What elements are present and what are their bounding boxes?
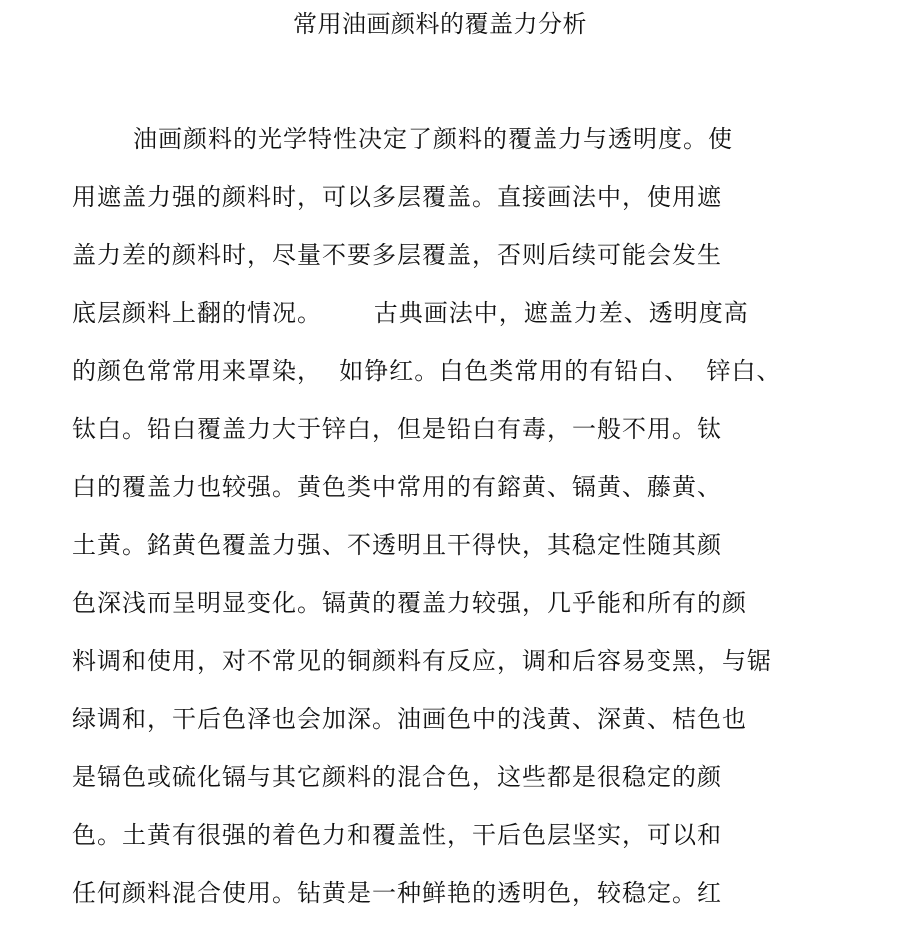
paragraph-line: 的颜色常常用来罩染， 如铮红。白色类常用的有铅白、 锌白、 (72, 357, 782, 385)
paragraph-line: 色。土黄有很强的着色力和覆盖性，干后色层坚实，可以和 (72, 821, 722, 849)
paragraph-line: 油画颜料的光学特性决定了颜料的覆盖力与透明度。使 (133, 125, 733, 153)
paragraph-line: 土黄。銘黄色覆盖力强、不透明且干得快，其稳定性随其颜 (72, 531, 722, 559)
document-body (72, 118, 892, 930)
paragraph-line: 料调和使用，对不常见的铜颜料有反应，调和后容易变黑，与锯 (72, 647, 772, 675)
paragraph-line: 任何颜料混合使用。钻黄是一种鲜艳的透明色，较稳定。红 (72, 879, 722, 907)
paragraph-line: 绿调和，干后色泽也会加深。油画色中的浅黄、深黄、桔色也 (72, 705, 747, 733)
paragraph-line: 色深浅而呈明显变化。镉黄的覆盖力较强，几乎能和所有的颜 (72, 589, 747, 617)
paragraph-line: 白的覆盖力也较强。黄色类中常用的有鎔黄、镉黄、藤黄、 (72, 473, 722, 501)
paragraph-line: 用遮盖力强的颜料时，可以多层覆盖。直接画法中，使用遮 (72, 183, 722, 211)
paragraph-line: 盖力差的颜料时，尽量不要多层覆盖，否则后续可能会发生 (72, 241, 722, 269)
paragraph-line: 钛白。铅白覆盖力大于锌白，但是铅白有毒，一般不用。钛 (72, 415, 722, 443)
paragraph-line: 底层颜料上翻的情况。 古典画法中，遮盖力差、透明度高 (72, 299, 749, 327)
document-title: 常用油画颜料的覆盖力分析 (293, 10, 587, 38)
paragraph-line: 是镉色或硫化镉与其它颜料的混合色，这些都是很稳定的颜 (72, 763, 722, 791)
